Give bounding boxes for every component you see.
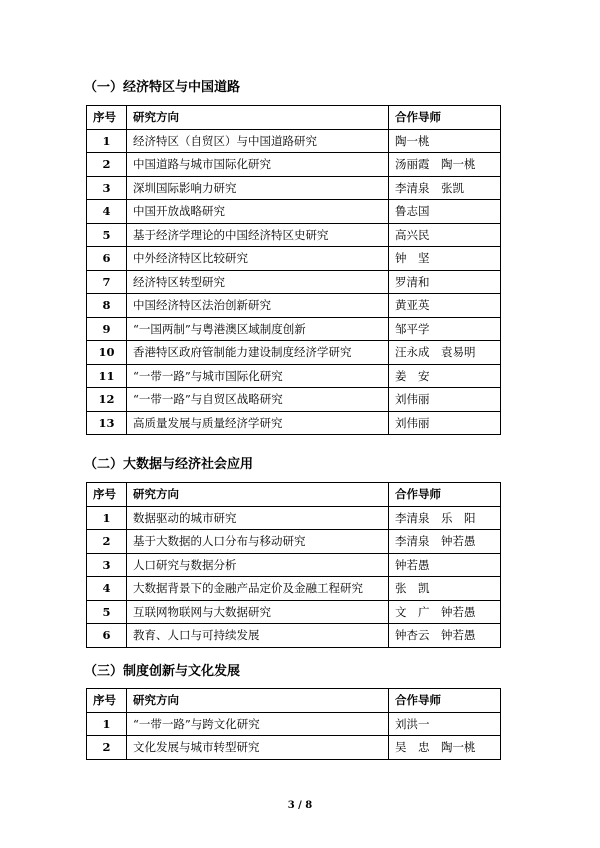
row-direction: 经济特区转型研究	[127, 270, 389, 294]
table-row	[87, 388, 501, 412]
header-direction: 研究方向	[127, 483, 389, 507]
row-direction: 基于经济学理论的中国经济特区史研究	[127, 223, 389, 247]
row-direction: 中外经济特区比较研究	[127, 247, 389, 271]
research-table	[86, 105, 501, 435]
section-title: （二）大数据与经济社会应用	[84, 457, 254, 472]
row-advisor: 汪永成 袁易明	[389, 341, 501, 365]
row-advisor: 钟若愚	[389, 553, 501, 577]
table-row	[87, 624, 501, 648]
table-row	[87, 577, 501, 601]
row-advisor: 黄亚英	[389, 294, 501, 318]
row-advisor: 钟 坚	[389, 247, 501, 271]
page-number: 3 / 8	[287, 800, 313, 811]
row-number: 4	[87, 577, 127, 601]
row-number: 3	[87, 553, 127, 577]
table-row	[87, 341, 501, 365]
row-advisor: 汤丽霞 陶一桃	[389, 153, 501, 177]
row-advisor: 罗清和	[389, 270, 501, 294]
row-advisor: 鲁志国	[389, 200, 501, 224]
row-number: 6	[87, 624, 127, 648]
row-number: 1	[87, 129, 127, 153]
row-direction: 互联网物联网与大数据研究	[127, 600, 389, 624]
header-number: 序号	[87, 106, 127, 130]
row-direction: 教育、人口与可持续发展	[127, 624, 389, 648]
row-number: 5	[87, 223, 127, 247]
table-row	[87, 200, 501, 224]
section-title: （三）制度创新与文化发展	[84, 664, 241, 679]
table-row	[87, 506, 501, 530]
row-number: 7	[87, 270, 127, 294]
table-header-row	[87, 483, 501, 507]
row-direction: 基于大数据的人口分布与移动研究	[127, 530, 389, 554]
row-number: 4	[87, 200, 127, 224]
table-row	[87, 223, 501, 247]
row-direction: 香港特区政府管制能力建设制度经济学研究	[127, 341, 389, 365]
table-row	[87, 270, 501, 294]
table-row	[87, 176, 501, 200]
header-number: 序号	[87, 483, 127, 507]
row-advisor: 刘伟丽	[389, 388, 501, 412]
row-number: 12	[87, 388, 127, 412]
header-number: 序号	[87, 689, 127, 713]
table-row	[87, 600, 501, 624]
row-direction: 数据驱动的城市研究	[127, 506, 389, 530]
row-direction: 中国开放战略研究	[127, 200, 389, 224]
table-row	[87, 317, 501, 341]
row-advisor: 陶一桃	[389, 129, 501, 153]
row-number: 9	[87, 317, 127, 341]
row-direction: 深圳国际影响力研究	[127, 176, 389, 200]
header-direction: 研究方向	[127, 689, 389, 713]
table-row	[87, 294, 501, 318]
table-row	[87, 411, 501, 435]
row-advisor: 李清泉 钟若愚	[389, 530, 501, 554]
table-row	[87, 247, 501, 271]
section-title: （一）经济特区与中国道路	[84, 80, 241, 95]
row-direction: 人口研究与数据分析	[127, 553, 389, 577]
row-number: 10	[87, 341, 127, 365]
table-row	[87, 736, 501, 760]
row-direction: 中国道路与城市国际化研究	[127, 153, 389, 177]
table-row	[87, 153, 501, 177]
row-number: 11	[87, 364, 127, 388]
row-direction: 经济特区（自贸区）与中国道路研究	[127, 129, 389, 153]
table-header-row	[87, 106, 501, 130]
research-table	[86, 482, 501, 648]
row-number: 8	[87, 294, 127, 318]
row-advisor: 刘伟丽	[389, 411, 501, 435]
row-advisor: 刘洪一	[389, 712, 501, 736]
row-direction: 大数据背景下的金融产品定价及金融工程研究	[127, 577, 389, 601]
row-number: 13	[87, 411, 127, 435]
table-row	[87, 712, 501, 736]
row-number: 2	[87, 530, 127, 554]
row-advisor: 高兴民	[389, 223, 501, 247]
row-advisor: 李清泉 张凯	[389, 176, 501, 200]
row-direction: 中国经济特区法治创新研究	[127, 294, 389, 318]
row-number: 5	[87, 600, 127, 624]
row-direction: 高质量发展与质量经济学研究	[127, 411, 389, 435]
header-advisor: 合作导师	[389, 689, 501, 713]
row-direction: “一带一路”与跨文化研究	[127, 712, 389, 736]
row-direction: “一带一路”与城市国际化研究	[127, 364, 389, 388]
row-advisor: 文 广 钟若愚	[389, 600, 501, 624]
table-row	[87, 364, 501, 388]
table-row	[87, 530, 501, 554]
row-advisor: 吴 忠 陶一桃	[389, 736, 501, 760]
row-advisor: 李清泉 乐 阳	[389, 506, 501, 530]
row-number: 6	[87, 247, 127, 271]
header-advisor: 合作导师	[389, 483, 501, 507]
row-advisor: 张 凯	[389, 577, 501, 601]
row-advisor: 姜 安	[389, 364, 501, 388]
row-number: 2	[87, 736, 127, 760]
table-header-row	[87, 689, 501, 713]
table-row	[87, 129, 501, 153]
row-number: 3	[87, 176, 127, 200]
row-number: 1	[87, 712, 127, 736]
row-direction: 文化发展与城市转型研究	[127, 736, 389, 760]
table-row	[87, 553, 501, 577]
header-direction: 研究方向	[127, 106, 389, 130]
row-direction: “一带一路”与自贸区战略研究	[127, 388, 389, 412]
row-advisor: 邹平学	[389, 317, 501, 341]
header-advisor: 合作导师	[389, 106, 501, 130]
row-number: 1	[87, 506, 127, 530]
row-advisor: 钟杏云 钟若愚	[389, 624, 501, 648]
row-direction: “一国两制”与粤港澳区域制度创新	[127, 317, 389, 341]
row-number: 2	[87, 153, 127, 177]
research-table	[86, 688, 501, 760]
